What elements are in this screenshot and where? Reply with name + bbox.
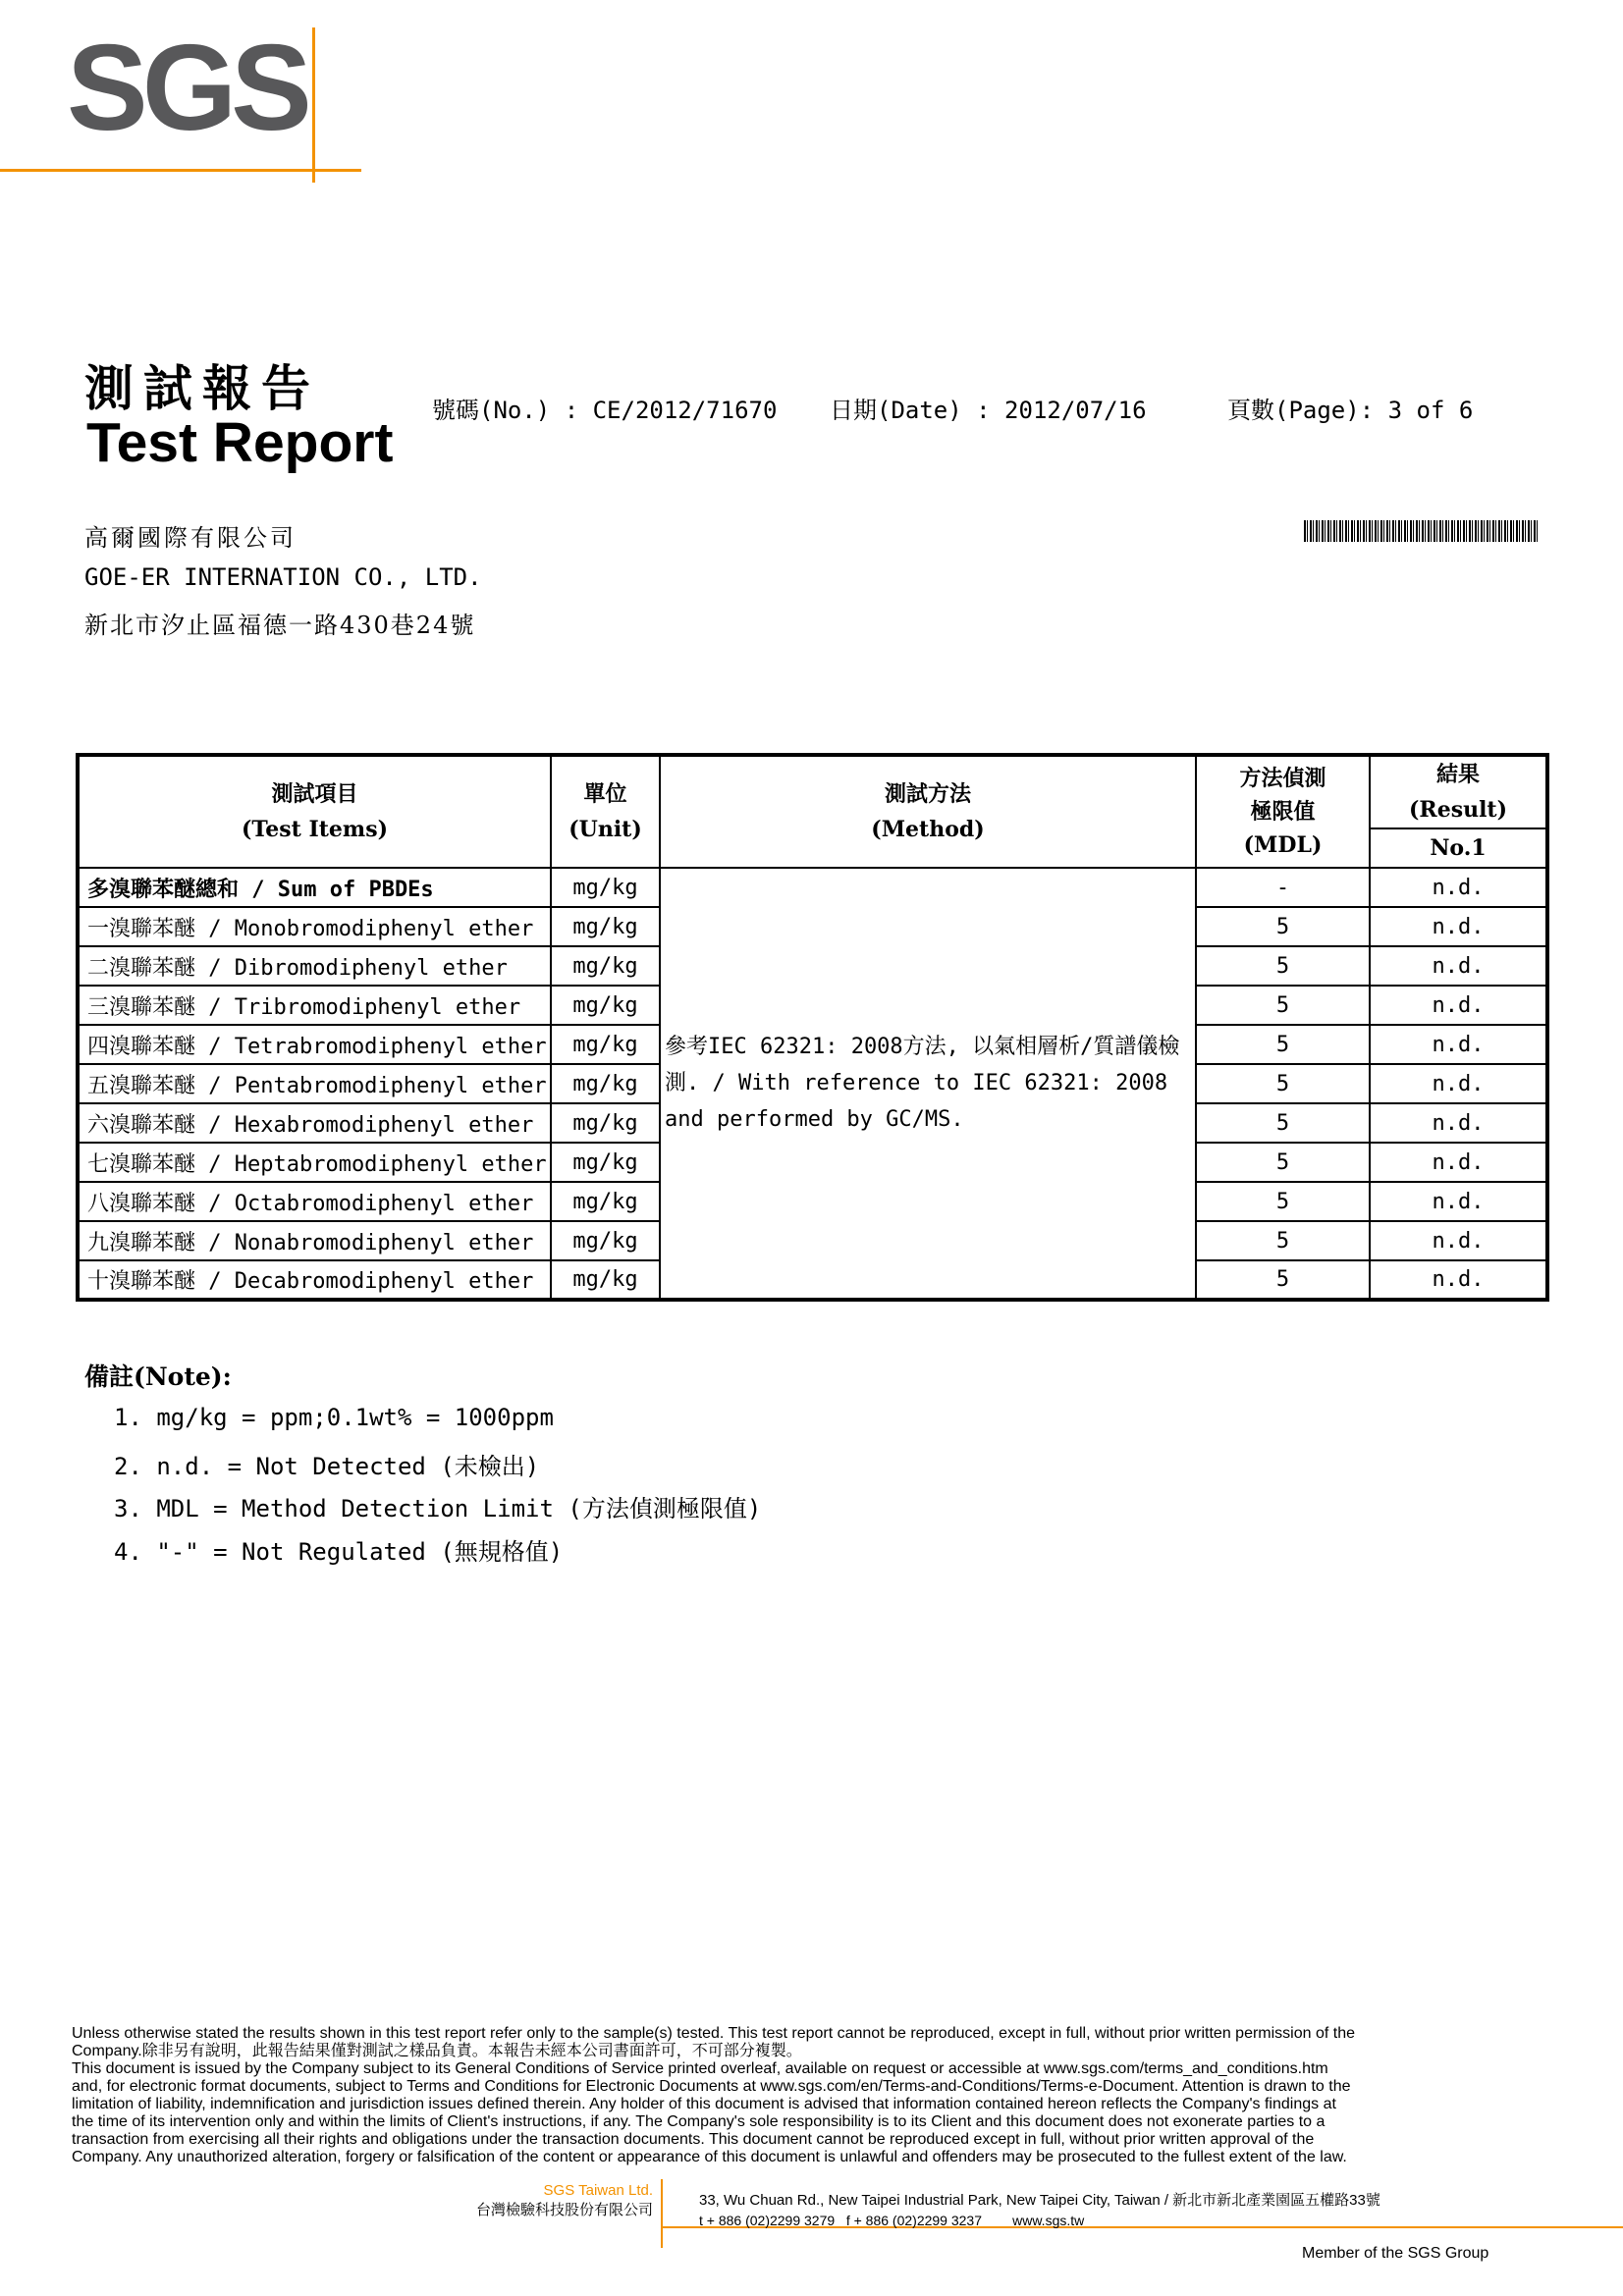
test-item-cell: 四溴聯苯醚 / Tetrabromodiphenyl ether <box>78 1025 551 1064</box>
unit-cell: mg/kg <box>551 1221 660 1260</box>
header-method <box>660 755 1196 868</box>
header-method-zh: 測試方法 <box>884 781 971 807</box>
logo-orange-rule <box>0 169 361 172</box>
disclaimer-line: Company. Any unauthorized alteration, forgery or falsification of the content or appearance of this document is unlawful and offenders may be prosecuted to the fullest extent of the law. <box>72 2149 1347 2165</box>
note-item: 3. MDL = Method Detection Limit (方法偵測極限值) <box>114 1495 762 1522</box>
test-item-cell: 一溴聯苯醚 / Monobromodiphenyl ether <box>78 907 551 946</box>
test-item-cell: 六溴聯苯醚 / Hexabromodiphenyl ether <box>78 1103 551 1143</box>
disclaimer-line: limitation of liability, indemnification and jurisdiction issues defined therein. Any holder of this document is advised that information contained hereon reflects the Company's findings at <box>72 2096 1336 2112</box>
mdl-cell: 5 <box>1196 1064 1370 1103</box>
test-item-cell: 二溴聯苯醚 / Dibromodiphenyl ether <box>78 946 551 986</box>
report-date: 日期(Date) : 2012/07/16 <box>830 397 1147 424</box>
note-item: 2. n.d. = Not Detected (未檢出) <box>114 1453 540 1480</box>
result-cell: n.d. <box>1370 1025 1547 1064</box>
mdl-cell: 5 <box>1196 986 1370 1025</box>
unit-cell: mg/kg <box>551 946 660 986</box>
result-cell: n.d. <box>1370 986 1547 1025</box>
test-item-cell: 八溴聯苯醚 / Octabromodiphenyl ether <box>78 1182 551 1221</box>
header-mdl-l2: 極限值 <box>1250 799 1316 825</box>
logo-orange-divider <box>312 27 315 183</box>
unit-cell: mg/kg <box>551 1103 660 1143</box>
footer-contact: t + 886 (02)2299 3279 f + 886 (02)2299 3237 www.sgs.tw <box>699 2213 1085 2228</box>
report-title-en: Test Report <box>86 411 394 474</box>
client-name-en: GOE-ER INTERNATION CO., LTD. <box>84 563 482 591</box>
footer-address: 33, Wu Chuan Rd., New Taipei Industrial Park, New Taipei City, Taiwan / 新北市新北產業園區五權路33號 <box>699 2192 1380 2209</box>
unit-cell: mg/kg <box>551 1260 660 1300</box>
test-item-cell: 三溴聯苯醚 / Tribromodiphenyl ether <box>78 986 551 1025</box>
barcode <box>1304 520 1540 542</box>
header-result <box>1370 755 1547 828</box>
mdl-cell: 5 <box>1196 1221 1370 1260</box>
disclaimer <box>72 2025 1495 2166</box>
notes-title: 備註(Note): <box>84 1362 232 1391</box>
note-item: 4. "-" = Not Regulated (無規格值) <box>114 1538 564 1566</box>
client-address: 新北市汐止區福德一路430巷24號 <box>84 612 476 639</box>
header-test-items <box>78 755 551 868</box>
unit-cell: mg/kg <box>551 986 660 1025</box>
test-item-cell: 七溴聯苯醚 / Heptabromodiphenyl ether <box>78 1143 551 1182</box>
header-result-zh: 結果 <box>1435 762 1480 787</box>
header-item-zh: 測試項目 <box>271 781 358 807</box>
test-item-cell: 九溴聯苯醚 / Nonabromodiphenyl ether <box>78 1221 551 1260</box>
note-item: 1. mg/kg = ppm;0.1wt% = 1000ppm <box>114 1404 554 1431</box>
result-cell: n.d. <box>1370 1182 1547 1221</box>
mdl-cell: 5 <box>1196 1143 1370 1182</box>
method-cell: 參考IEC 62321: 2008方法, 以氣相層析/質譜儀檢測. / With reference to IEC 62321: 2008 and performed by GC/MS. <box>660 868 1196 1300</box>
footer-company-zh: 台灣檢驗科技股份有限公司 <box>475 2202 653 2218</box>
unit-cell: mg/kg <box>551 868 660 907</box>
result-cell: n.d. <box>1370 1064 1547 1103</box>
header-mdl <box>1196 755 1370 868</box>
disclaimer-line: Unless otherwise stated the results shown in this test report refer only to the sample(s) tested. This test report cannot be reproduced, except in full, without prior written permission of the <box>72 2025 1355 2042</box>
footer-divider <box>661 2179 663 2248</box>
table-row <box>78 868 1547 907</box>
header-unit <box>551 755 660 868</box>
result-cell: n.d. <box>1370 1143 1547 1182</box>
client-name-zh: 高爾國際有限公司 <box>84 524 297 552</box>
unit-cell: mg/kg <box>551 1143 660 1182</box>
header-result-en: (Result) <box>1409 797 1507 823</box>
mdl-cell: 5 <box>1196 1182 1370 1221</box>
unit-cell: mg/kg <box>551 907 660 946</box>
results-table <box>76 753 1549 1302</box>
result-cell: n.d. <box>1370 907 1547 946</box>
result-cell: n.d. <box>1370 1221 1547 1260</box>
test-item-cell: 十溴聯苯醚 / Decabromodiphenyl ether <box>78 1260 551 1300</box>
result-cell: n.d. <box>1370 946 1547 986</box>
disclaimer-line: the time of its intervention only and within the limits of Client's instructions, if any. The Company's sole responsibility is to its Client and this document does not exonerate parties to a <box>72 2113 1325 2130</box>
header-mdl-l1: 方法偵測 <box>1239 766 1326 791</box>
header-unit-en: (Unit) <box>568 817 642 842</box>
footer-company-en: SGS Taiwan Ltd. <box>543 2182 653 2199</box>
header-item-en: (Test Items) <box>242 817 388 842</box>
disclaimer-line: transaction from exercising all their rights and obligations under the transaction documents. This document cannot be reproduced except in full, without prior written approval of the <box>72 2131 1315 2148</box>
test-item-cell: 多溴聯苯醚總和 / Sum of PBDEs <box>78 868 551 907</box>
disclaimer-line: Company.除非另有說明，此報告結果僅對測試之樣品負責。本報告未經本公司書面許可，不可部分複製。 <box>72 2043 802 2059</box>
result-cell: n.d. <box>1370 1103 1547 1143</box>
result-cell: n.d. <box>1370 1260 1547 1300</box>
footer-company <box>457 2182 653 2219</box>
unit-cell: mg/kg <box>551 1025 660 1064</box>
disclaimer-line: and, for electronic format documents, subject to Terms and Conditions for Electronic Documents at www.sgs.com/en/Terms-and-Conditions/Terms-e-Document. Attention is drawn to the <box>72 2078 1351 2095</box>
mdl-cell: 5 <box>1196 1025 1370 1064</box>
unit-cell: mg/kg <box>551 1064 660 1103</box>
report-page: 頁數(Page): 3 of 6 <box>1227 397 1474 424</box>
mdl-cell: 5 <box>1196 946 1370 986</box>
report-number: 號碼(No.) : CE/2012/71670 <box>432 397 778 424</box>
header-method-en: (Method) <box>871 817 985 842</box>
unit-cell: mg/kg <box>551 1182 660 1221</box>
footer-member: Member of the SGS Group <box>1302 2245 1489 2262</box>
test-item-cell: 五溴聯苯醚 / Pentabromodiphenyl ether <box>78 1064 551 1103</box>
mdl-cell: 5 <box>1196 1103 1370 1143</box>
disclaimer-line: This document is issued by the Company subject to its General Conditions of Service printed overleaf, available on request or accessible at www.sgs.com/terms_and_conditions.htm <box>72 2060 1328 2077</box>
sgs-logo: SGS <box>67 21 306 156</box>
header-unit-zh: 單位 <box>583 781 627 807</box>
header-mdl-l3: (MDL) <box>1243 832 1323 858</box>
mdl-cell: 5 <box>1196 1260 1370 1300</box>
report-title-zh: 測試報告 <box>84 359 320 417</box>
mdl-cell: - <box>1196 868 1370 907</box>
header-sample-no: No.1 <box>1370 828 1547 868</box>
result-cell: n.d. <box>1370 868 1547 907</box>
mdl-cell: 5 <box>1196 907 1370 946</box>
